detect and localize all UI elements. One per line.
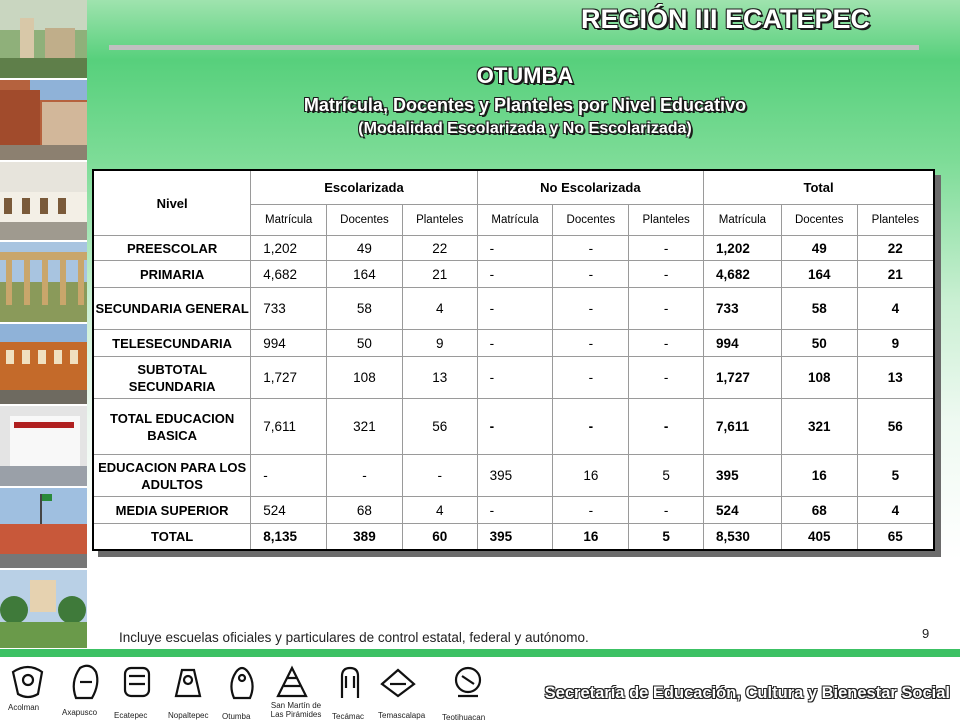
value-cell: 1,202 <box>704 236 782 261</box>
footer-divider <box>0 649 960 657</box>
value-cell: 58 <box>327 288 403 330</box>
value-cell: 108 <box>781 357 857 399</box>
value-cell: 22 <box>402 236 477 261</box>
value-cell: 994 <box>704 330 782 357</box>
value-cell: - <box>629 497 704 524</box>
nivel-cell: PREESCOLAR <box>93 236 251 261</box>
table-row <box>93 236 934 261</box>
nivel-cell: SECUNDARIA GENERAL <box>93 288 251 330</box>
value-cell: - <box>477 236 553 261</box>
value-cell: - <box>553 497 629 524</box>
value-cell: 49 <box>327 236 403 261</box>
value-cell: 389 <box>327 524 403 550</box>
region-title: REGIÓN III ECATEPEC <box>580 4 870 34</box>
nivel-cell: PRIMARIA <box>93 261 251 288</box>
value-cell: 9 <box>402 330 477 357</box>
subheader-matricula: Matrícula <box>704 205 782 236</box>
value-cell: - <box>477 357 553 399</box>
photo-church <box>0 0 87 78</box>
subheader-planteles: Planteles <box>402 205 477 236</box>
value-cell: - <box>402 455 477 497</box>
value-cell: 524 <box>704 497 782 524</box>
value-cell: 68 <box>327 497 403 524</box>
municipio-label: San Martín de Las Pirámides <box>270 701 322 719</box>
value-cell: 4 <box>402 288 477 330</box>
subheader-docentes: Docentes <box>553 205 629 236</box>
value-cell: 405 <box>781 524 857 550</box>
table-row <box>93 288 934 330</box>
glyph-icon <box>66 662 106 710</box>
value-cell: 4,682 <box>251 261 327 288</box>
value-cell: 164 <box>327 261 403 288</box>
value-cell: 22 <box>857 236 934 261</box>
municipio-label: Teotihuacan <box>442 713 486 720</box>
value-cell: - <box>477 497 553 524</box>
value-cell: 58 <box>781 288 857 330</box>
table-row <box>93 357 934 399</box>
value-cell: 13 <box>857 357 934 399</box>
value-cell: - <box>629 399 704 455</box>
value-cell: 50 <box>327 330 403 357</box>
value-cell: 395 <box>704 455 782 497</box>
value-cell: 994 <box>251 330 327 357</box>
photo-strip <box>0 0 87 648</box>
value-cell: 56 <box>402 399 477 455</box>
value-cell: 16 <box>553 524 629 550</box>
page-number: 9 <box>922 626 930 641</box>
value-cell: - <box>629 261 704 288</box>
municipio-label: Ecatepec <box>114 711 148 720</box>
photo-offices <box>0 406 87 486</box>
value-cell: 21 <box>857 261 934 288</box>
value-cell: 108 <box>327 357 403 399</box>
value-cell: 733 <box>704 288 782 330</box>
data-table-wrapper <box>92 169 935 551</box>
value-cell: 321 <box>327 399 403 455</box>
municipio-label: Nopaltepec <box>168 711 209 720</box>
subheader-docentes: Docentes <box>327 205 403 236</box>
photo-cityhall <box>0 488 87 568</box>
value-cell: - <box>629 330 704 357</box>
nivel-cell: TELESECUNDARIA <box>93 330 251 357</box>
table-row <box>93 524 934 550</box>
value-cell: 60 <box>402 524 477 550</box>
value-cell: 65 <box>857 524 934 550</box>
table-row <box>93 261 934 288</box>
value-cell: 5 <box>629 455 704 497</box>
table-row <box>93 399 934 455</box>
glyph-icon <box>378 662 418 710</box>
value-cell: 9 <box>857 330 934 357</box>
value-cell: 4 <box>402 497 477 524</box>
header-divider <box>109 45 919 50</box>
group-header-no-escolarizada: No Escolarizada <box>477 170 703 205</box>
table-row <box>93 330 934 357</box>
secretaria-label: Secretaría de Educación, Cultura y Bienestar Social <box>544 684 950 702</box>
value-cell: 16 <box>553 455 629 497</box>
value-cell: 21 <box>402 261 477 288</box>
value-cell: - <box>553 261 629 288</box>
municipio-label: Axapusco <box>62 708 98 717</box>
value-cell: - <box>553 288 629 330</box>
value-cell: 8,135 <box>251 524 327 550</box>
value-cell: 321 <box>781 399 857 455</box>
value-cell: 4 <box>857 497 934 524</box>
photo-aqueduct <box>0 242 87 322</box>
subheader-matricula: Matrícula <box>477 205 553 236</box>
value-cell: 4 <box>857 288 934 330</box>
subtitle-modality: (Modalidad Escolarizada y No Escolarizada) <box>358 120 692 137</box>
value-cell: - <box>553 399 629 455</box>
value-cell: - <box>629 357 704 399</box>
subheader-docentes: Docentes <box>781 205 857 236</box>
value-cell: 524 <box>251 497 327 524</box>
photo-palace <box>0 324 87 404</box>
nivel-header: Nivel <box>93 170 251 236</box>
value-cell: - <box>477 288 553 330</box>
municipality-title: OTUMBA <box>476 63 574 88</box>
value-cell: 49 <box>781 236 857 261</box>
glyph-icon <box>117 662 157 710</box>
value-cell: - <box>553 236 629 261</box>
value-cell: 13 <box>402 357 477 399</box>
glyph-icon <box>168 662 208 710</box>
photo-building <box>0 162 87 240</box>
value-cell: 733 <box>251 288 327 330</box>
subheader-planteles: Planteles <box>857 205 934 236</box>
nivel-cell: TOTAL EDUCACION BASICA <box>93 399 251 455</box>
glyph-icon <box>448 662 488 710</box>
nivel-cell: TOTAL <box>93 524 251 550</box>
glyph-icon <box>222 662 262 710</box>
table-row <box>93 455 934 497</box>
value-cell: 395 <box>477 524 553 550</box>
value-cell: 16 <box>781 455 857 497</box>
photo-park <box>0 570 87 648</box>
glyph-icon <box>330 662 370 710</box>
value-cell: - <box>629 288 704 330</box>
value-cell: 7,611 <box>704 399 782 455</box>
table-body <box>93 236 934 550</box>
group-header-row <box>93 170 934 205</box>
value-cell: 395 <box>477 455 553 497</box>
subheader-matricula: Matrícula <box>251 205 327 236</box>
nivel-cell: SUBTOTAL SECUNDARIA <box>93 357 251 399</box>
value-cell: - <box>477 399 553 455</box>
group-header-escolarizada: Escolarizada <box>251 170 477 205</box>
value-cell: - <box>477 261 553 288</box>
table-row <box>93 497 934 524</box>
footnote: Incluye escuelas oficiales y particulares de control estatal, federal y autónomo. <box>119 630 589 645</box>
nivel-cell: MEDIA SUPERIOR <box>93 497 251 524</box>
municipio-label: Otumba <box>222 712 251 720</box>
value-cell: - <box>251 455 327 497</box>
value-cell: 5 <box>857 455 934 497</box>
municipio-label: Tecámac <box>332 712 365 720</box>
photo-street <box>0 80 87 160</box>
value-cell: 1,727 <box>251 357 327 399</box>
value-cell: 68 <box>781 497 857 524</box>
nivel-cell: EDUCACION PARA LOS ADULTOS <box>93 455 251 497</box>
value-cell: - <box>629 236 704 261</box>
value-cell: 50 <box>781 330 857 357</box>
value-cell: 1,202 <box>251 236 327 261</box>
value-cell: 164 <box>781 261 857 288</box>
value-cell: - <box>553 357 629 399</box>
education-table <box>92 169 935 551</box>
municipio-label: Temascalapa <box>378 711 426 720</box>
value-cell: 56 <box>857 399 934 455</box>
value-cell: 8,530 <box>704 524 782 550</box>
value-cell: - <box>327 455 403 497</box>
value-cell: - <box>553 330 629 357</box>
value-cell: 4,682 <box>704 261 782 288</box>
subheader-planteles: Planteles <box>629 205 704 236</box>
group-header-total: Total <box>704 170 934 205</box>
value-cell: 1,727 <box>704 357 782 399</box>
municipio-label: Acolman <box>8 703 40 712</box>
subtitle: Matrícula, Docentes y Planteles por Nivel Educativo <box>303 95 747 115</box>
value-cell: 5 <box>629 524 704 550</box>
value-cell: 7,611 <box>251 399 327 455</box>
value-cell: - <box>477 330 553 357</box>
